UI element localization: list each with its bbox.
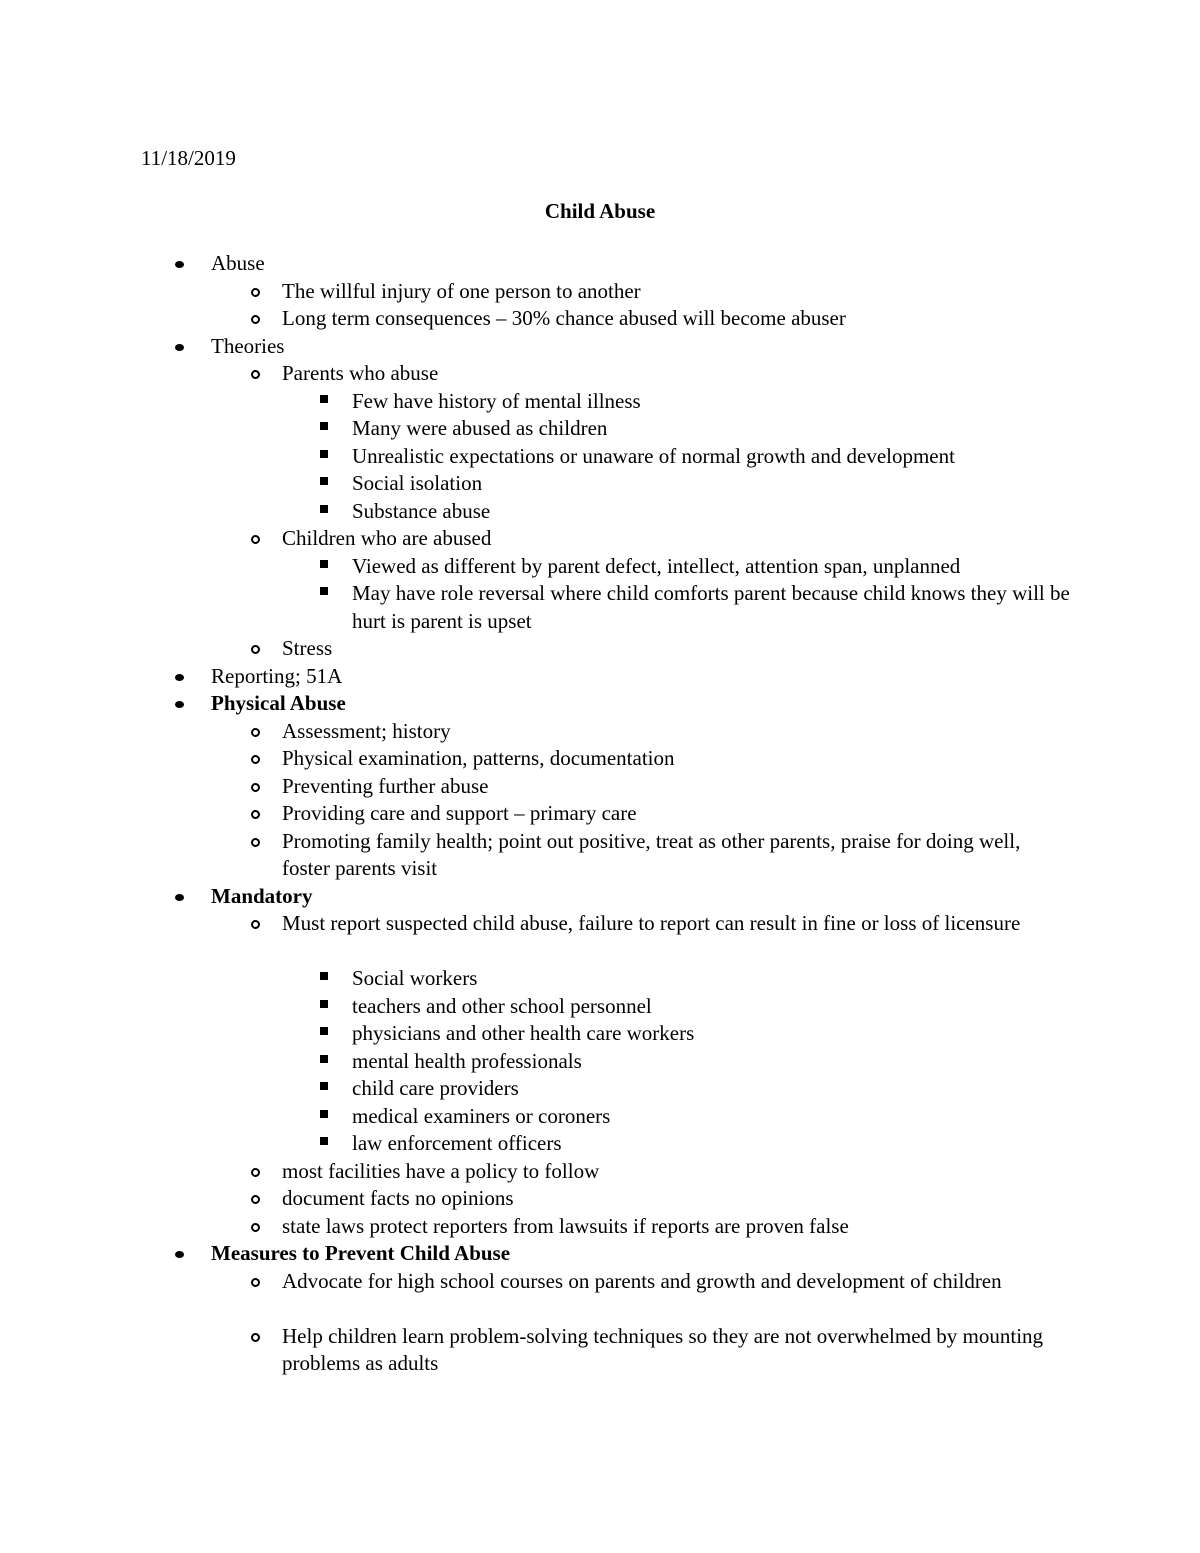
square-bullet-icon (320, 587, 328, 595)
filled-circle-bullet-icon (175, 674, 184, 681)
square-bullet-icon (320, 1110, 328, 1118)
outline-item-level-3: law enforcement officers (352, 1131, 562, 1155)
hollow-circle-bullet-icon (251, 645, 260, 654)
hollow-circle-bullet-icon (251, 535, 260, 544)
square-bullet-icon (320, 450, 328, 458)
outline-item-level-3: Social isolation (352, 471, 483, 495)
outline-item-level-3: medical examiners or coroners (352, 1103, 611, 1128)
square-bullet-icon (320, 505, 328, 513)
outline-item-level-1: Reporting; 51A (211, 663, 343, 688)
filled-circle-bullet-icon (175, 261, 184, 268)
outline-item-level-2: Stress (282, 636, 333, 660)
outline-item-level-2: Must report suspected child abuse, failure to report can result in fine or loss of licensure (282, 911, 1021, 935)
outline-item-level-3: physicians and other health care workers (352, 1021, 695, 1045)
outline-item-level-1: Abuse (211, 251, 265, 275)
square-bullet-icon (320, 1082, 328, 1090)
outline-item-level-2: Promoting family health; point out positive, treat as other parents, praise for doing well, foster parents visit (282, 828, 1021, 880)
outline-item-level-2: The willful injury of one person to another (282, 278, 641, 303)
square-bullet-icon (320, 477, 328, 485)
outline-item-level-3: teachers and other school personnel (352, 993, 652, 1018)
square-bullet-icon (320, 1000, 328, 1008)
outline-item-level-2: Help children learn problem-solving techniques so they are not overwhelmed by mounting problems as adults (282, 1323, 1044, 1375)
outline-item-level-3: Many were abused as children (352, 416, 608, 440)
outline-item-level-1: Mandatory (211, 883, 313, 908)
square-bullet-icon (320, 972, 328, 980)
outline-item-level-2: Parents who abuse (282, 361, 439, 385)
outline-item-level-3: Unrealistic expectations or unaware of normal growth and development (352, 443, 955, 468)
hollow-circle-bullet-icon (251, 288, 260, 297)
outline-item-level-3: child care providers (352, 1076, 519, 1100)
square-bullet-icon (320, 1055, 328, 1063)
outline-item-level-1: Measures to Prevent Child Abuse (211, 1241, 511, 1265)
outline-item-level-2: Advocate for high school courses on parents and growth and development of children (282, 1268, 1002, 1293)
hollow-circle-bullet-icon (251, 838, 260, 847)
square-bullet-icon (320, 422, 328, 430)
outline-item-level-2: most facilities have a policy to follow (282, 1158, 600, 1183)
outline-item-level-2: Long term consequences – 30% chance abused will become abuser (282, 306, 846, 330)
filled-circle-bullet-icon (175, 894, 184, 901)
square-bullet-icon (320, 395, 328, 403)
filled-circle-bullet-icon (175, 1251, 184, 1258)
hollow-circle-bullet-icon (251, 783, 260, 792)
outline-item-level-2: Physical examination, patterns, documentation (282, 746, 675, 770)
outline-item-level-1: Physical Abuse (211, 691, 346, 715)
hollow-circle-bullet-icon (251, 1195, 260, 1204)
outline-item-level-2: document facts no opinions (282, 1186, 514, 1210)
document-title: Child Abuse (544, 199, 656, 223)
square-bullet-icon (320, 1137, 328, 1145)
outline-item-level-2: Preventing further abuse (282, 773, 489, 798)
hollow-circle-bullet-icon (251, 370, 260, 379)
outline-item-level-2: Providing care and support – primary care (282, 801, 637, 825)
hollow-circle-bullet-icon (251, 1278, 260, 1287)
outline-item-level-1: Theories (211, 333, 285, 358)
square-bullet-icon (320, 1027, 328, 1035)
square-bullet-icon (320, 560, 328, 568)
filled-circle-bullet-icon (175, 701, 184, 708)
outline-item-level-3: Social workers (352, 966, 478, 990)
outline-item-level-2: Children who are abused (282, 526, 492, 550)
hollow-circle-bullet-icon (251, 1333, 260, 1342)
document-date: 11/18/2019 (141, 146, 236, 170)
hollow-circle-bullet-icon (251, 755, 260, 764)
hollow-circle-bullet-icon (251, 810, 260, 819)
outline-item-level-3: mental health professionals (352, 1048, 582, 1073)
hollow-circle-bullet-icon (251, 1223, 260, 1232)
outline-item-level-3: Few have history of mental illness (352, 388, 641, 413)
outline-item-level-3: Viewed as different by parent defect, intellect, attention span, unplanned (352, 553, 961, 578)
outline-item-level-3: May have role reversal where child comforts parent because child knows they will be hurt is parent is upset (352, 581, 1070, 633)
hollow-circle-bullet-icon (251, 920, 260, 929)
outline-item-level-2: Assessment; history (282, 718, 451, 743)
outline-item-level-2: state laws protect reporters from lawsuits if reports are proven false (282, 1213, 849, 1238)
outline-item-level-3: Substance abuse (352, 498, 491, 523)
hollow-circle-bullet-icon (251, 315, 260, 324)
filled-circle-bullet-icon (175, 344, 184, 351)
hollow-circle-bullet-icon (251, 1168, 260, 1177)
hollow-circle-bullet-icon (251, 728, 260, 737)
